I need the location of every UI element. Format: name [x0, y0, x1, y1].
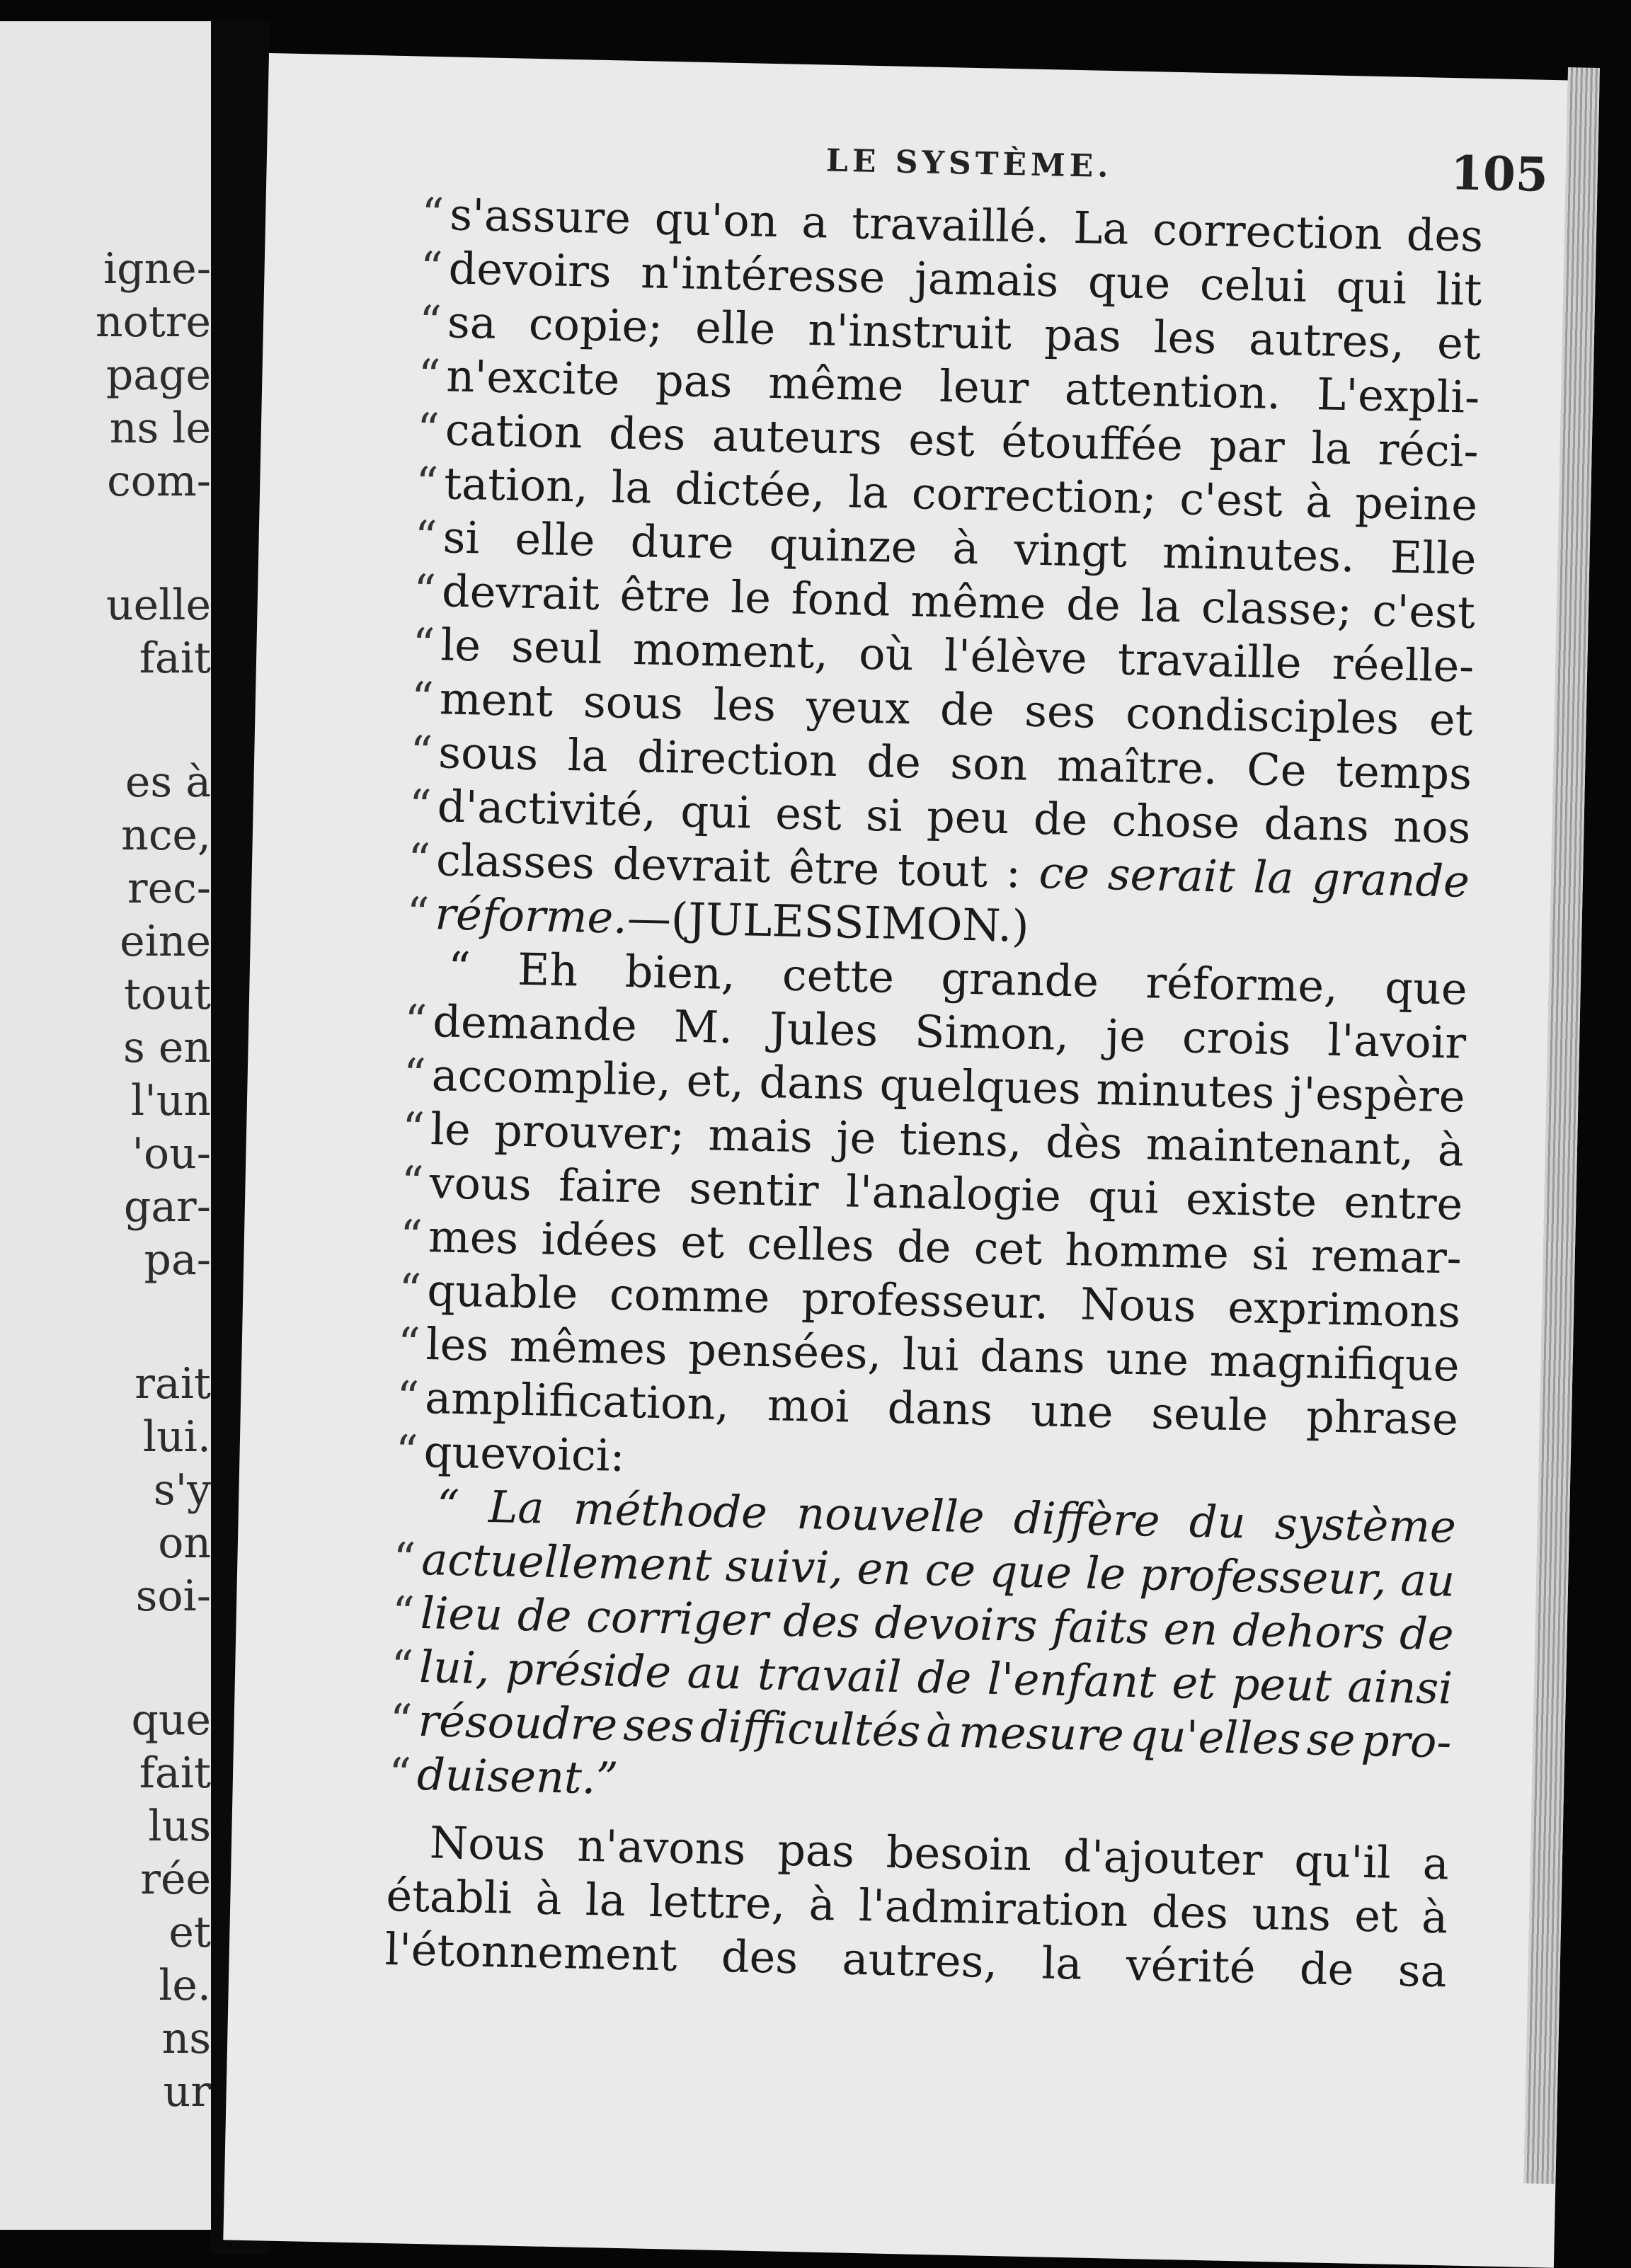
left-page-line: fait [139, 634, 211, 683]
left-page-line: ur [163, 2067, 211, 2117]
line-content: le prouver; mais je tiens, dès maintenant, à [430, 1103, 1465, 1176]
quote-mark: “ [418, 295, 442, 348]
quote3-first-line: “ La méthode nouvelle diffère du système [436, 1479, 1457, 1553]
quote-mark: “ [415, 457, 439, 510]
left-page-line: rait [135, 1359, 211, 1409]
quote-mark: “ [411, 672, 435, 725]
quote-method [388, 1532, 1455, 1823]
quote-mark: “ [399, 1210, 423, 1262]
quote-mark: “ [397, 1317, 421, 1370]
quote-mark: “ [413, 510, 438, 563]
quote-jules-simon [406, 188, 1484, 963]
line-content: ment sous les yeux de ses condisciples et [439, 672, 1474, 746]
quote-mark: “ [390, 1640, 414, 1693]
line-content: cation des auteurs est étouffée par la réci- [445, 403, 1480, 477]
left-page-line: 'ou- [132, 1129, 211, 1179]
left-page-line: pa- [144, 1235, 211, 1285]
quote-mark: “ [400, 1156, 425, 1208]
line-content: que voici : [423, 1426, 626, 1482]
line-content: réforme. —(JULES SIMON.) [434, 888, 1030, 952]
line-content: duisent.” [416, 1748, 619, 1804]
left-page-line: gar- [123, 1182, 211, 1232]
line-content: accomplie, et, dans quelques minutes j'espère [431, 1049, 1466, 1123]
line-content: d'activité, qui est si peu de chose dans nos [437, 780, 1472, 854]
left-page-line: le. [159, 1961, 211, 2010]
quote-mark: “ [396, 1371, 420, 1424]
line-content: lui, préside au travail de l'enfant et peut ainsi [418, 1640, 1453, 1714]
left-page-line: page [105, 350, 211, 400]
paragraph-line: établi à la lettre, à l'admiration des uns et à [385, 1869, 1448, 1944]
line-content: lieu de corriger des devoirs faits en dehors de [420, 1586, 1455, 1661]
left-page-line: et [168, 1908, 211, 1957]
left-page-line: igne- [103, 244, 211, 294]
left-page-line: lui. [142, 1412, 211, 1462]
left-page-line: eine [120, 917, 211, 966]
quote-mark: “ [408, 779, 433, 832]
left-page-line: on [158, 1518, 211, 1568]
paragraph-line: l'étonnement des autres, la vérité de sa [384, 1923, 1448, 1998]
line-content: vous faire sentir l'analogie qui existe entre [428, 1157, 1464, 1230]
left-page-line: l'un [131, 1076, 211, 1126]
line-content: résoudre ses difficultés à mesure qu'elles se pro- [417, 1694, 1453, 1768]
paragraph-line: Nous n'avons pas besoin d'ajouter qu'il a [429, 1816, 1450, 1890]
line-content: le seul moment, où l'élève travaille réelle- [440, 619, 1475, 692]
quote-mark: “ [389, 1694, 413, 1746]
left-page-line: rec- [127, 864, 211, 913]
left-page-line: nce, [121, 811, 211, 860]
left-page-line: rée [140, 1855, 211, 1904]
left-page-line: uelle [105, 580, 211, 630]
quote-mark: “ [417, 349, 441, 402]
left-page-line: es à [125, 757, 211, 807]
line-content: sous la direction de son maître. Ce temps [437, 726, 1472, 800]
line-content: sa copie; elle n'instruit pas les autres, et [447, 296, 1482, 370]
quote-mark: “ [416, 403, 440, 456]
quote-mark: “ [391, 1586, 416, 1639]
closing-paragraph [384, 1815, 1449, 1998]
line-content: devoirs n'intéresse jamais que celui qui lit [447, 242, 1483, 316]
left-page-line: lus [148, 1802, 211, 1851]
quote-mark: “ [406, 887, 430, 939]
left-page-line: ns le [109, 403, 211, 453]
quote-mark: “ [413, 564, 437, 617]
line-content: mes idées et celles de cet homme si remar- [428, 1210, 1463, 1284]
running-title: LE SYSTÈME. [825, 142, 1114, 185]
quote-mark: “ [407, 833, 431, 886]
quote-mark: “ [401, 1102, 425, 1155]
left-page-line: tout [124, 970, 211, 1019]
page-body [384, 188, 1484, 1999]
line-content: les mêmes pensées, lui dans une magnifique [425, 1318, 1460, 1392]
quote-mark: “ [388, 1748, 412, 1800]
quote-mark: “ [394, 1425, 419, 1477]
quote-mark: “ [419, 241, 444, 294]
line-content: s'assure qu'on a travaillé. La correction des [449, 188, 1484, 262]
left-page-line: com- [107, 457, 211, 506]
line-content: classes devrait être tout : ce serait la grande [435, 834, 1470, 907]
line-content: devrait être le fond même de la classe; c'est [441, 565, 1476, 638]
quote-mark: “ [398, 1264, 422, 1316]
line-content: demande M. Jules Simon, je crois l'avoir [432, 995, 1467, 1069]
line-content: quable comme professeur. Nous exprimons [426, 1264, 1461, 1338]
right-page [223, 53, 1599, 2268]
quote-mark: “ [392, 1533, 416, 1585]
left-page-line: s'y [153, 1465, 211, 1515]
left-page-line: que [131, 1695, 211, 1745]
quote-mark: “ [409, 726, 433, 779]
quote-mark: “ [404, 995, 428, 1047]
left-page-line: s en [122, 1023, 211, 1072]
line-content: si elle dure quinze à vingt minutes. Elle [442, 511, 1477, 585]
left-page-line: notre [95, 297, 211, 347]
left-page-line: soi- [135, 1571, 211, 1621]
page-number: 105 [1450, 144, 1549, 202]
line-content: actuellement suivi, en ce que le professeur, au [420, 1533, 1455, 1607]
line-content: amplification, moi dans une seule phrase [424, 1372, 1459, 1445]
quote-mark: “ [403, 1048, 427, 1101]
quote2-first-line: “ Eh bien, cette grande réforme, que [447, 941, 1468, 1015]
line-content: tation, la dictée, la correction; c'est à peine [443, 457, 1478, 531]
quote-mark: “ [411, 618, 436, 671]
quote-mark: “ [420, 188, 445, 241]
line-content: n'excite pas même leur attention. L'expli- [445, 350, 1480, 423]
left-page-fragment [0, 21, 211, 2230]
quote-author [395, 994, 1467, 1500]
left-page-line: ns [161, 2014, 211, 2063]
left-page-line: fait [139, 1748, 211, 1798]
